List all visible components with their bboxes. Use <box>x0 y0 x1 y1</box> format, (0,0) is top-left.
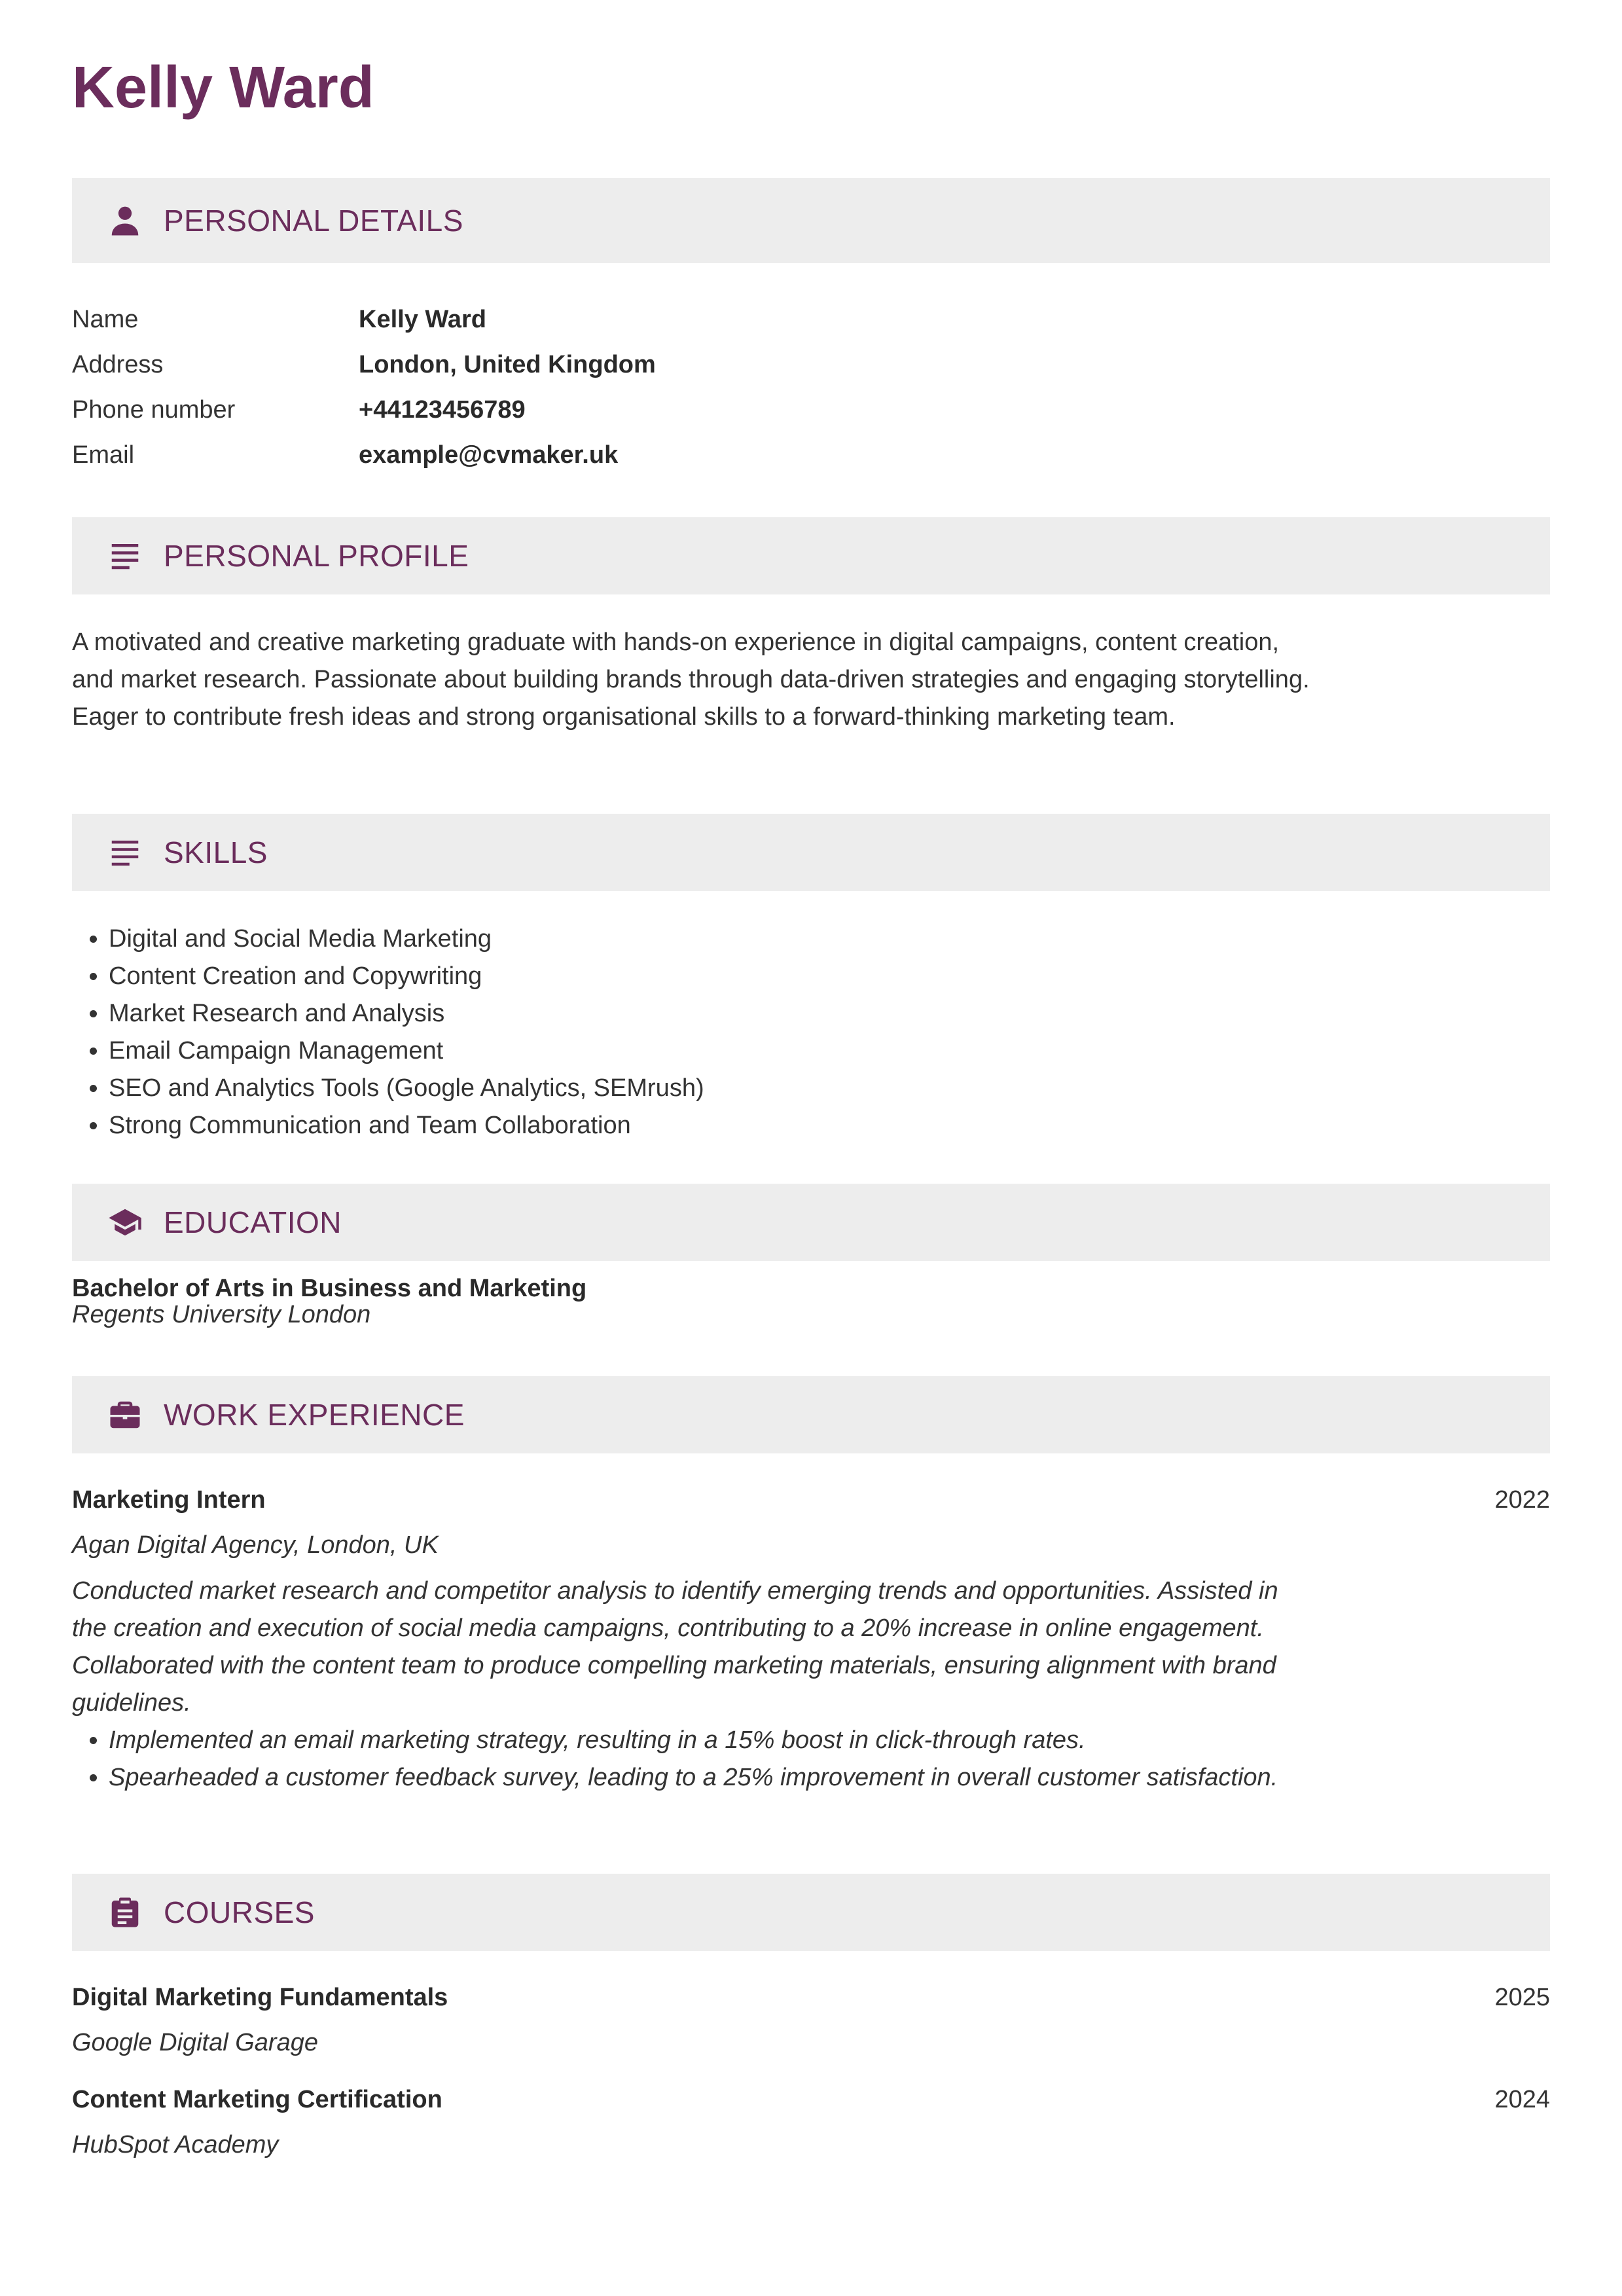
clipboard-icon <box>106 1893 144 1931</box>
cv-name: Kelly Ward <box>72 55 374 120</box>
profile-text: A motivated and creative marketing graduate with hands-on experience in digital campaigns, content creation, and market research. Passionate about building brands through data-driven strategies and engaging storytelling. Eager to contribute fresh ideas and strong organisational skills to a forward-thinking marketing team. <box>72 629 1310 731</box>
detail-value: +44123456789 <box>359 396 526 424</box>
detail-value: Kelly Ward <box>359 306 486 333</box>
courses-section <box>72 1874 1550 2159</box>
job-entry <box>72 1486 1550 1796</box>
list-item: • Market Research and Analysis <box>109 995 1550 1032</box>
graduation-cap-icon <box>106 1203 144 1241</box>
course-header <box>72 2086 1550 2114</box>
detail-row-email <box>72 433 1550 478</box>
person-icon <box>106 202 144 240</box>
section-title: EDUCATION <box>164 1205 342 1239</box>
detail-row-name <box>72 297 1550 342</box>
education-header <box>72 1184 1550 1261</box>
briefcase-icon <box>106 1396 144 1434</box>
course-provider: Google Digital Garage <box>72 2029 318 2056</box>
course-entry <box>72 2086 1550 2159</box>
detail-row-address <box>72 342 1550 388</box>
detail-row-phone <box>72 388 1550 433</box>
job-bullets <box>72 1722 1550 1796</box>
personal-profile-section <box>72 517 1550 736</box>
detail-value: London, United Kingdom <box>359 351 656 378</box>
course-title: Content Marketing Certification <box>72 2086 442 2113</box>
details-table <box>72 297 1550 478</box>
courses-header <box>72 1874 1550 1951</box>
detail-label: Name <box>72 306 139 333</box>
list-item: • SEO and Analytics Tools (Google Analytics, SEMrush) <box>109 1070 1550 1107</box>
list-item: • Strong Communication and Team Collaboration <box>109 1107 1550 1144</box>
skills-header <box>72 814 1550 891</box>
course-entry <box>72 1984 1550 2057</box>
personal-details-header <box>72 178 1550 263</box>
list-item: • Implemented an email marketing strategy, resulting in a 15% boost in click-through rates. <box>109 1722 1550 1759</box>
education-entry <box>72 1275 1550 1328</box>
course-year: 2025 <box>1494 1984 1550 2011</box>
course-year: 2024 <box>1494 2086 1550 2113</box>
section-title: COURSES <box>164 1895 315 1929</box>
course-title: Digital Marketing Fundamentals <box>72 1984 448 2011</box>
course-provider: HubSpot Academy <box>72 2131 279 2159</box>
skills-section <box>72 814 1550 1144</box>
work-experience-header <box>72 1376 1550 1453</box>
list-item: • Content Creation and Copywriting <box>109 958 1550 995</box>
job-description: Conducted market research and competitor analysis to identify emerging trends and opportunities. Assisted in the creation and execution of social media campaigns, contributing to a 20% increase in online engagement. Collaborated with the content team to produce compelling marketing materials, ensuring alignment with brand guidelines. <box>72 1577 1278 1717</box>
section-title: PERSONAL PROFILE <box>164 539 469 573</box>
skills-list <box>72 920 1550 1144</box>
list-item: • Email Campaign Management <box>109 1032 1550 1070</box>
degree-title: Bachelor of Arts in Business and Marketing <box>72 1275 587 1302</box>
personal-profile-header <box>72 517 1550 594</box>
school-name: Regents University London <box>72 1301 371 1328</box>
text-lines-icon <box>106 833 144 871</box>
list-item: • Digital and Social Media Marketing <box>109 920 1550 958</box>
detail-value: example@cvmaker.uk <box>359 441 619 469</box>
list-item: • Spearheaded a customer feedback survey, leading to a 25% improvement in overall customer satisfaction. <box>109 1759 1550 1796</box>
course-header <box>72 1984 1550 2012</box>
detail-label: Address <box>72 351 164 378</box>
detail-label: Email <box>72 441 135 469</box>
section-title: SKILLS <box>164 835 268 869</box>
section-title: WORK EXPERIENCE <box>164 1398 465 1432</box>
work-experience-section <box>72 1376 1550 1796</box>
job-header <box>72 1486 1550 1514</box>
job-title: Marketing Intern <box>72 1486 266 1514</box>
text-lines-icon <box>106 537 144 575</box>
company-name: Agan Digital Agency, London, UK <box>72 1531 439 1559</box>
section-title: PERSONAL DETAILS <box>164 204 463 238</box>
detail-label: Phone number <box>72 396 236 424</box>
job-year: 2022 <box>1494 1486 1550 1514</box>
education-section <box>72 1184 1550 1328</box>
personal-details-section <box>72 178 1550 478</box>
